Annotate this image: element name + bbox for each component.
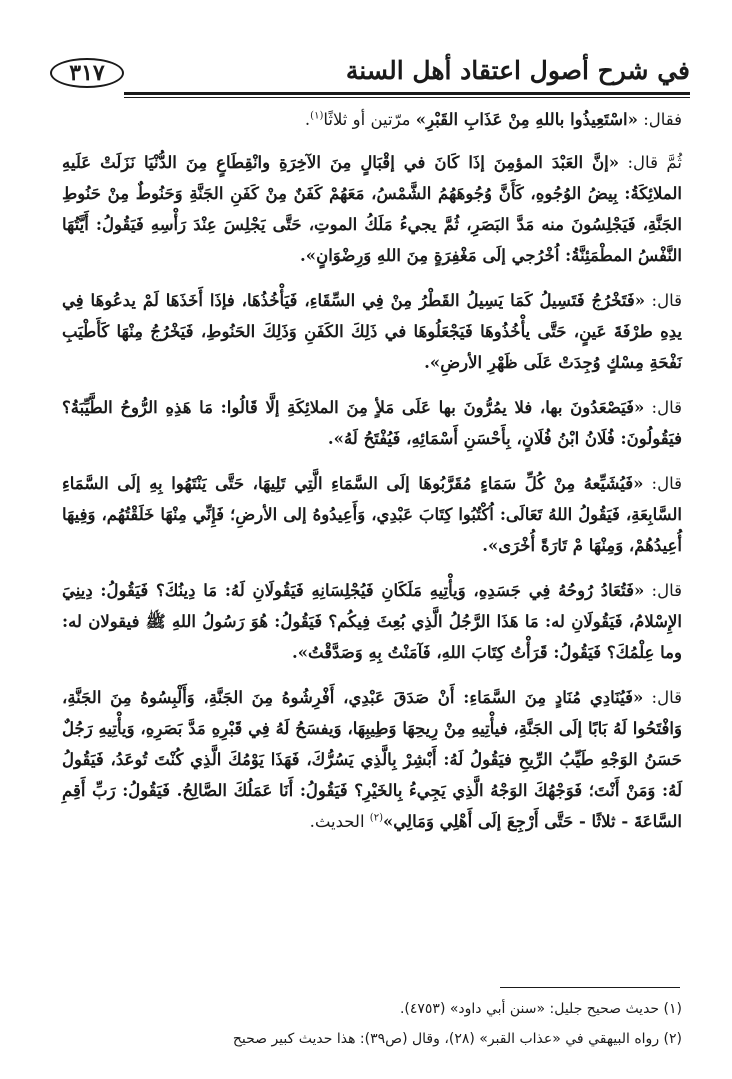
paragraph-2: [62, 147, 682, 271]
hadith-quote: «فَتَخْرُجُ فَتَسِيلُ كَمَا يَسِيلُ القَطْرُ مِنْ فِي السِّقَاءِ، فَيَأْخُذُهَا، فإذَا أَخَذَهَا لَمْ يدعُوهَا فِي يدِهِ طرْفَةَ عَينٍ، حَتَّى يأْخُذُوهَا فَيَجْعَلُوهَا في ذَلِكَ الكَفَنِ وَذَلِكَ الحَنُوطِ، فَيَخْرُجُ مِنْهَا كَأَطْيَبِ نَفْحَةِ مِسْكٍ وُجِدَتْ عَلَى ظَهْرِ الأرضِ».: [62, 291, 682, 372]
footnotes: [62, 994, 682, 1054]
main-text: [62, 104, 682, 851]
paragraph-lead: قال:: [651, 688, 682, 707]
header-rule-thin: [124, 97, 690, 98]
paragraph-4: [62, 392, 682, 454]
running-header-title: في شرح أصول اعتقاد أهل السنة: [345, 56, 690, 85]
page-number: ٣١٧: [50, 58, 124, 88]
paragraph-lead: ثُمَّ قال:: [627, 153, 683, 172]
paragraph-5: [62, 468, 682, 561]
running-header: [50, 52, 690, 96]
paragraph-lead: قال:: [651, 474, 682, 493]
paragraph-7: [62, 682, 682, 837]
paragraph-lead: قال:: [651, 398, 682, 417]
hadith-quote: «فَيَصْعَدُونَ بها، فلا يمُرُّونَ بها عَلَى مَلأٍ مِنَ الملائِكَةِ إلَّا قَالُوا: مَا هَذِهِ الرُّوحُ الطَّيِّبَةُ؟ فيَقُولُونَ: فُلَانُ ابْنُ فُلَانٍ، بِأَحْسَنِ أَسْمَائِهِ، فَيُفْتَحُ لَهُ».: [62, 398, 682, 448]
paragraph-3: [62, 285, 682, 378]
paragraph-lead: قال:: [651, 581, 682, 600]
footnote-separator: [500, 987, 680, 988]
paragraph-lead: فقال:: [643, 110, 682, 129]
hadith-quote: «فَيُنَادِي مُنَادٍ مِنَ السَّمَاءِ: أَنْ صَدَقَ عَبْدِي، أَفْرِشُوهُ مِنَ الجَنَّةِ، وَأَلْبِسُوهُ مِنَ الجَنَّةِ، وَافْتَحُوا لَهُ بَابًا إلَى الجَنَّةِ، فيأْتِيهِ مِنْ رِيحِهَا وَطِيبِهَا، وَيفسَحُ لَهُ فِي قَبْرِهِ مَدَّ بَصَرِهِ، وَيأْتِيهِ رَجُلٌ حَسَنُ الوَجْهِ طَيِّبُ الرِّيحِ فيَقُولُ لَهُ: أَبْشِرْ بِالَّذِي يَسُرُّكَ، فَهَذَا يَوْمُكَ الَّذِي كُنْتَ تُوعَدُ، فَيَقُولُ لَهُ: وَمَنْ أَنْتَ؛ فَوَجْهُكَ الوَجْهُ الَّذِي يَجِيءُ بِالخَيْرِ؟ فَيَقُولُ: أَنَا عَمَلُكَ الصَّالِحُ. فَيَقُولُ: رَبِّ أَقِمِ السَّاعَةَ - ثلاثًا - حَتَّى أَرْجِعَ إلَى أَهْلِي وَمَالِي»: [62, 688, 682, 831]
header-rule: [124, 92, 690, 95]
paragraph-tail: .: [304, 110, 311, 129]
paragraph-1: [62, 104, 682, 135]
footnote-ref-1[interactable]: (١): [310, 110, 324, 122]
paragraph-lead: قال:: [651, 291, 682, 310]
hadith-quote: «اسْتَعِيذُوا باللهِ مِنْ عَذَابِ القَبْرِ»: [415, 110, 638, 129]
paragraph-tail: الحديث.: [309, 812, 370, 831]
hadith-quote: «إنَّ العَبْدَ المؤمِنَ إذَا كَانَ في إقْبَالٍ مِنَ الآخِرَةِ وانْقِطَاعٍ مِنَ الدُّنْيَا نَزَلَتْ عَلَيهِ الملائِكَةُ: بِيضُ الوُجُوهِ، كَأَنَّ وُجُوهَهُمُ الشَّمْسُ، مَعَهُمْ كَفَنٌ مِنْ كَفَنِ الجَنَّةِ وَحَنُوطٌ مِنْ حَنُوطِ الجَنَّةِ، فَيَجْلِسُونَ منه مَدَّ البَصَرِ، ثُمَّ يجيءُ مَلَكُ الموتِ، حَتَّى يَجْلِسَ عِنْدَ رَأْسِهِ فَيَقُولُ: أَيَّتُهَا النَّفْسُ المطْمَئِنَّةُ: اُخْرُجي إلَى مَغْفِرَةٍ مِنَ اللهِ وَرِضْوَانٍ».: [62, 153, 682, 265]
footnote-1: (١) حديث صحيح جليل: «سنن أبي داود» (٤٧٥٣).: [399, 1001, 682, 1017]
hadith-quote: «فَتُعَادُ رُوحُهُ فِي جَسَدِهِ، وَيأْتِيهِ مَلَكَانِ فَيُجْلِسَانِهِ فَيَقُولَانِ لَهُ: مَا دِينُكَ؟ فَيَقُولُ: دِينِيَ الإِسْلامُ، فَيَقُولَانِ له: مَا هَذَا الرَّجُلُ الَّذِي بُعِثَ فِيكُم؟ فَيَقُولُ: هُوَ رَسُولُ اللهِ ﷺ فيقولان له: وما عِلْمُكَ؟ فَيَقُولُ: قَرَأْتُ كِتَابَ اللهِ، فَآمَنْتُ بِهِ وَصَدَّقْتُ».: [62, 581, 682, 662]
footnote-2: (٢) رواه البيهقي في «عذاب القبر» (٢٨)، وقال (ص٣٩): هذا حديث كبير صحيح: [232, 1031, 682, 1047]
paragraph-6: [62, 575, 682, 668]
paragraph-after: مرّتين أو ثلاثًا: [323, 110, 416, 129]
hadith-quote: «فَيُشَيِّعهُ مِنْ كُلِّ سَمَاءٍ مُقَرَّبُوهَا إلَى السَّمَاءِ الَّتِي تَلِيهَا، حَتَّى يَنْتَهُوا بِهِ إلَى السَّمَاءِ السَّابِعَةِ، فَيَقُولُ اللهُ تَعَالَى: اُكْتُبُوا كِتَابَ عَبْدِي، وَأَعِيدُوهُ إلى الأرضِ؛ فَإِنِّي مِنْهَا خَلَقْتُهُم، وَفِيهَا أُعِيدُهُمْ، وَمِنْهَا مْ تَارَةً أُخْرَى».: [62, 474, 682, 555]
footnote-ref-2[interactable]: (٢): [369, 812, 383, 824]
